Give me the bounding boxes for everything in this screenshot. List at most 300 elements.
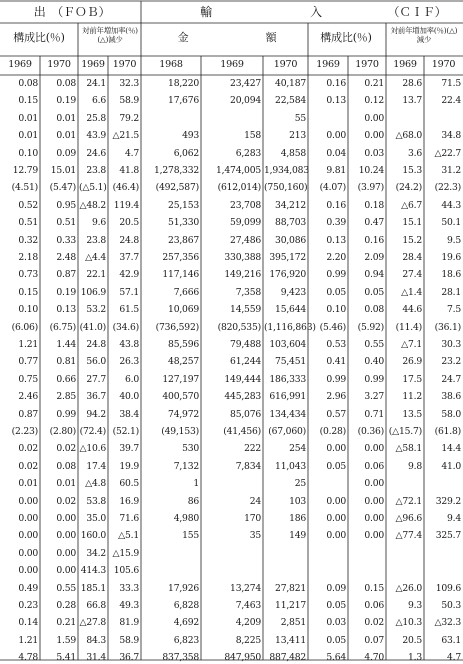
imp-share-1970-cell: 0.00: [364, 495, 384, 507]
imp-change-1970-cell: 9.5: [446, 234, 461, 246]
imp-amount-1968-cell: 25,153: [168, 199, 199, 211]
imp-amount-1968-cell: 85,596: [168, 339, 199, 350]
imp-share-1970-cell: 0.08: [364, 304, 384, 316]
imp-amount-1968-cell: 18,220: [168, 78, 199, 89]
imp-share-1969-cell: 0.16: [326, 199, 346, 211]
imp-share-1969-cell: 0.00: [326, 530, 346, 542]
imp-share-1970-cell: 0.07: [364, 634, 384, 646]
exp-change-1970-cell: △5.1: [118, 530, 139, 542]
imp-change-1969-cell: (△15.7): [388, 426, 422, 437]
imp-change-1970-cell: 63.1: [441, 634, 461, 646]
exp-share-1970-cell: 0.99: [56, 408, 76, 420]
exp-change-1969-cell: 56.0: [86, 356, 106, 368]
imp-change-1970-cell: 18.6: [441, 269, 461, 281]
exp-change-1969-cell: 185.1: [80, 582, 106, 594]
exp-share-1969-cell: (4.51): [11, 182, 38, 194]
import-share-label: 構成比(％): [320, 31, 372, 44]
imp-share-1970-cell: 3.27: [364, 391, 384, 403]
exp-share-1969-cell: (2.23): [11, 426, 38, 437]
exp-share-1969-cell: 0.49: [18, 582, 38, 594]
imp-amount-1970-cell: 40,187: [275, 78, 306, 89]
imp-amount-1969-cell: [202, 564, 261, 577]
export-fob-title: 出 （ＦＯＢ）: [33, 5, 111, 19]
exp-change-1970-cell: (46.4): [112, 182, 139, 194]
imp-share-1969-cell: [309, 477, 346, 490]
exp-change-1970-cell: △21.5: [112, 130, 139, 142]
imp-change-1969-cell: 9.3: [407, 600, 422, 611]
exp-change-1970-cell: 81.9: [119, 617, 139, 629]
imp-change-1970-cell: 41.0: [441, 460, 461, 472]
exp-share-1969-cell: (6.06): [11, 321, 38, 333]
exp-change-1969-cell: (△5.1): [79, 182, 107, 194]
export-share-label: 構成比(％): [13, 31, 65, 44]
imp-amount-1968-cell: 17,926: [168, 582, 199, 594]
year-header-imp-change-1969: 1969: [393, 59, 417, 70]
exp-share-1970-cell: 0.02: [56, 495, 76, 507]
imp-amount-1969-cell: 149,444: [224, 373, 261, 385]
imp-share-1969-cell: (4.07): [319, 182, 346, 194]
imp-amount-1970-cell: 4,858: [280, 147, 306, 159]
exp-share-1970-cell: 2.48: [56, 252, 76, 263]
imp-amount-1968-cell: 4,980: [173, 513, 199, 524]
exp-share-1969-cell: 0.02: [18, 443, 38, 455]
imp-change-1970-cell: 22.4: [441, 95, 461, 107]
imp-share-1970-cell: (3.97): [357, 182, 384, 194]
imp-change-1970-cell: [425, 477, 461, 490]
exp-share-1969-cell: 0.14: [18, 617, 38, 629]
exp-change-1970-cell: 49.3: [119, 600, 139, 611]
imp-amount-1970-cell: 186: [289, 513, 306, 524]
imp-share-1970-cell: 0.00: [364, 513, 384, 524]
exp-change-1969-cell: 84.3: [86, 634, 106, 646]
exp-change-1969-cell: (72.4): [79, 426, 106, 437]
exp-change-1970-cell: (52.1): [112, 426, 139, 437]
imp-amount-1969-cell: 847,950: [224, 652, 261, 664]
imp-share-1970-cell: 0.05: [364, 286, 384, 298]
imp-share-1970-cell: 0.00: [364, 478, 384, 490]
imp-amount-1970-cell: [264, 547, 306, 560]
exp-share-1969-cell: 1.21: [18, 339, 38, 350]
imp-amount-1969-cell: 7,463: [235, 600, 261, 611]
imp-share-1970-cell: 0.12: [364, 95, 384, 107]
imp-amount-1969-cell: 24: [249, 495, 261, 507]
imp-amount-1968-cell: 7,132: [173, 460, 199, 472]
imp-share-1969-cell: 0.00: [326, 130, 346, 142]
year-header-imp-amount-1969: 1969: [220, 59, 244, 70]
exp-share-1970-cell: 0.01: [56, 112, 76, 124]
exp-change-1970-cell: 32.3: [119, 78, 139, 89]
imp-share-1970-cell: 0.03: [364, 147, 384, 159]
imp-share-1970-cell: 0.55: [364, 339, 384, 350]
imp-amount-1968-cell: 6,828: [173, 600, 199, 611]
imp-change-1970-cell: 28.1: [441, 286, 461, 298]
imp-change-1970-cell: (36.1): [434, 321, 461, 333]
imp-share-1970-cell: 0.99: [364, 373, 384, 385]
imp-amount-1968-cell: 1: [193, 478, 199, 490]
exp-share-1970-cell: 0.87: [56, 269, 76, 281]
imp-change-1969-cell: △58.1: [395, 443, 422, 455]
exp-share-1970-cell: 5.41: [56, 652, 76, 664]
imp-amount-1970-cell: 2,851: [280, 617, 306, 629]
imp-share-1969-cell: 2.20: [326, 252, 346, 263]
exp-share-1970-cell: 15.01: [50, 165, 76, 176]
exp-share-1969-cell: 0.15: [18, 95, 38, 107]
exp-change-1969-cell: 24.1: [86, 78, 106, 89]
exp-share-1970-cell: 1.44: [56, 339, 76, 350]
imp-share-1970-cell: 0.71: [364, 408, 384, 420]
imp-amount-1969-cell: [202, 547, 261, 560]
import-title-char-1: 輸: [200, 5, 212, 19]
imp-amount-1970-cell: 30,086: [275, 234, 306, 246]
exp-share-1970-cell: 0.19: [56, 95, 76, 107]
imp-share-1969-cell: 0.41: [326, 356, 346, 368]
exp-share-1969-cell: 2.18: [18, 252, 38, 263]
exp-change-1969-cell: 9.6: [91, 217, 106, 229]
imp-amount-1968-cell: 10,069: [168, 304, 199, 316]
imp-change-1969-cell: 28.4: [402, 252, 422, 263]
imp-change-1969-cell: (24.2): [395, 182, 422, 194]
imp-share-1969-cell: 0.09: [326, 582, 346, 594]
exp-change-1969-cell: 31.4: [86, 652, 106, 664]
exp-share-1970-cell: 0.00: [56, 547, 76, 559]
imp-share-1969-cell: 9.81: [326, 165, 346, 176]
import-change-label: 対前年増加率(％)(△)減少: [390, 26, 458, 44]
exp-share-1970-cell: 0.00: [56, 530, 76, 542]
exp-share-1969-cell: 0.10: [18, 147, 38, 159]
imp-amount-1968-cell: 6,823: [173, 634, 199, 646]
exp-change-1969-cell: 106.9: [80, 286, 106, 298]
imp-share-1970-cell: 0.00: [364, 443, 384, 455]
imp-amount-1969-cell: [202, 477, 261, 490]
imp-change-1969-cell: 27.4: [402, 269, 422, 281]
imp-amount-1968-cell: 530: [182, 443, 199, 455]
exp-share-1969-cell: 0.02: [18, 460, 38, 472]
imp-change-1970-cell: 325.7: [435, 530, 461, 542]
exp-share-1970-cell: 0.08: [56, 460, 76, 472]
exp-share-1969-cell: 0.00: [18, 530, 38, 542]
imp-amount-1969-cell: 13,274: [230, 582, 261, 594]
imp-change-1969-cell: △77.4: [395, 530, 422, 542]
imp-change-1970-cell: 19.6: [441, 252, 461, 263]
imp-change-1970-cell: 50.1: [441, 217, 461, 229]
imp-amount-1969-cell: 149,216: [224, 269, 261, 281]
exp-share-1969-cell: 0.23: [18, 600, 38, 611]
imp-share-1970-cell: [349, 564, 384, 577]
imp-amount-1969-cell: 1,474,005: [216, 165, 261, 176]
exp-share-1969-cell: 0.51: [18, 217, 38, 229]
imp-change-1969-cell: 44.6: [402, 304, 422, 316]
imp-amount-1970-cell: 88,703: [275, 217, 306, 229]
imp-change-1970-cell: [425, 547, 461, 560]
imp-amount-1968-cell: (492,587): [155, 182, 199, 194]
imp-share-1969-cell: 0.05: [326, 286, 346, 298]
imp-share-1970-cell: 0.94: [364, 269, 384, 281]
exp-change-1970-cell: 61.5: [119, 304, 139, 316]
exp-change-1969-cell: 24.6: [86, 147, 106, 159]
imp-amount-1970-cell: [264, 564, 306, 577]
year-header-exp-share-1970: 1970: [47, 59, 71, 70]
exp-share-1969-cell: 0.73: [18, 269, 38, 281]
exp-change-1969-cell: 24.8: [86, 339, 106, 350]
imp-amount-1968-cell: 1,278,332: [154, 165, 199, 176]
exp-change-1969-cell: 36.7: [86, 391, 106, 403]
imp-amount-1969-cell: [202, 112, 261, 125]
exp-change-1970-cell: 71.6: [119, 513, 139, 524]
imp-share-1970-cell: 0.40: [364, 356, 384, 368]
imp-share-1969-cell: 0.10: [326, 304, 346, 316]
imp-amount-1969-cell: (820,535): [217, 321, 261, 333]
exp-change-1970-cell: 6.0: [124, 373, 139, 385]
imp-amount-1970-cell: 103: [289, 495, 306, 507]
imp-amount-1968-cell: 86: [187, 495, 199, 507]
imp-amount-1970-cell: 395,172: [269, 252, 306, 263]
imp-amount-1969-cell: 7,358: [235, 286, 261, 298]
exp-share-1969-cell: 0.01: [18, 478, 38, 490]
imp-amount-1970-cell: 254: [289, 443, 306, 455]
exp-change-1969-cell: 53.2: [86, 304, 106, 316]
exp-share-1969-cell: 0.77: [18, 356, 38, 368]
imp-share-1970-cell: 10.24: [358, 165, 384, 176]
imp-change-1970-cell: 329.2: [435, 495, 461, 507]
imp-change-1969-cell: △26.0: [395, 582, 422, 594]
imp-amount-1969-cell: 14,559: [230, 304, 261, 316]
exp-share-1970-cell: 0.55: [56, 582, 76, 594]
exp-change-1969-cell: △4.4: [85, 252, 106, 263]
exp-share-1970-cell: 0.95: [56, 199, 76, 211]
imp-change-1970-cell: 38.6: [441, 391, 461, 403]
exp-change-1970-cell: 24.8: [119, 234, 139, 246]
imp-share-1969-cell: 0.00: [326, 513, 346, 524]
imp-share-1970-cell: 4.70: [364, 652, 384, 664]
exp-share-1970-cell: 0.08: [56, 78, 76, 89]
exp-change-1969-cell: 27.7: [86, 373, 106, 385]
imp-amount-1970-cell: 75,451: [275, 356, 306, 368]
imp-amount-1969-cell: 330,388: [224, 252, 261, 263]
exp-change-1969-cell: (41.0): [79, 321, 106, 333]
exp-share-1970-cell: 0.00: [56, 513, 76, 524]
imp-share-1970-cell: 0.06: [364, 600, 384, 611]
imp-amount-1969-cell: 158: [244, 130, 261, 142]
exp-change-1970-cell: 40.0: [119, 391, 139, 403]
imp-amount-1969-cell: 61,244: [230, 356, 261, 368]
year-header-imp-change-1970: 1970: [431, 59, 456, 70]
imp-amount-1970-cell: 1,934,083: [264, 165, 309, 176]
imp-share-1969-cell: 0.13: [326, 234, 346, 246]
imp-share-1969-cell: 0.05: [326, 460, 346, 472]
exp-change-1970-cell: 43.8: [119, 339, 139, 350]
imp-change-1970-cell: 31.2: [441, 165, 461, 176]
exp-share-1970-cell: 0.66: [56, 373, 76, 385]
imp-share-1969-cell: 0.04: [326, 147, 346, 159]
exp-share-1970-cell: (5.47): [49, 182, 76, 194]
imp-change-1970-cell: 34.8: [441, 130, 461, 142]
exp-share-1969-cell: 0.00: [18, 565, 38, 577]
exp-share-1970-cell: (6.75): [49, 321, 76, 333]
imp-amount-1970-cell: (750,160): [264, 182, 308, 194]
imp-amount-1970-cell: 34,212: [275, 199, 306, 211]
imp-share-1969-cell: 2.96: [326, 391, 346, 403]
imp-change-1969-cell: [387, 477, 422, 490]
imp-share-1970-cell: 0.00: [364, 530, 384, 542]
imp-amount-1969-cell: 20,094: [230, 95, 261, 107]
imp-change-1969-cell: [387, 112, 422, 125]
imp-change-1970-cell: 30.3: [441, 339, 461, 350]
imp-amount-1969-cell: 23,708: [230, 199, 261, 211]
imp-share-1970-cell: 0.00: [364, 130, 384, 142]
imp-change-1970-cell: [425, 564, 461, 577]
imp-amount-1969-cell: 6,283: [235, 147, 261, 159]
exp-share-1970-cell: 0.13: [56, 304, 76, 316]
imp-change-1969-cell: [387, 547, 422, 560]
exp-change-1969-cell: △27.8: [79, 617, 106, 629]
export-change-label: 対前年増加率(％)(△)減少: [82, 26, 138, 44]
imp-share-1969-cell: 0.00: [326, 495, 346, 507]
imp-change-1969-cell: △6.7: [401, 199, 422, 211]
imp-amount-1970-cell: 27,821: [275, 582, 306, 594]
imp-share-1969-cell: 0.03: [326, 617, 346, 629]
exp-share-1969-cell: 0.52: [18, 199, 38, 211]
imp-change-1969-cell: 9.8: [407, 460, 422, 472]
imp-amount-1968-cell: 51,330: [168, 217, 199, 229]
exp-change-1969-cell: 34.2: [86, 547, 106, 559]
exp-change-1970-cell: 57.1: [119, 286, 139, 298]
year-header-imp-amount-1968: 1968: [159, 59, 183, 70]
imp-change-1969-cell: △1.4: [401, 286, 422, 298]
exp-share-1970-cell: 0.28: [56, 600, 76, 611]
imp-amount-1970-cell: 134,434: [269, 408, 306, 420]
imp-amount-1968-cell: 7,666: [173, 286, 199, 298]
imp-share-1970-cell: [349, 547, 384, 560]
imp-amount-1969-cell: 59,099: [230, 217, 261, 229]
imp-amount-1969-cell: 170: [244, 513, 261, 524]
exp-change-1970-cell: 37.7: [119, 252, 139, 263]
exp-change-1969-cell: 23.8: [86, 234, 106, 246]
imp-amount-1968-cell: 127,197: [162, 373, 199, 385]
imp-change-1970-cell: 4.7: [446, 652, 461, 664]
imp-share-1969-cell: 0.13: [326, 95, 346, 107]
import-amount-label-2: 額: [265, 31, 277, 44]
imp-change-1970-cell: 23.2: [441, 356, 461, 368]
exp-share-1970-cell: (2.80): [49, 426, 76, 437]
imp-share-1969-cell: 0.39: [326, 217, 346, 229]
year-header-imp-share-1970: 1970: [355, 59, 379, 70]
imp-share-1970-cell: 2.09: [364, 252, 384, 263]
exp-change-1970-cell: 19.9: [119, 460, 139, 472]
imp-share-1970-cell: 0.15: [364, 582, 384, 594]
exp-share-1970-cell: 0.01: [56, 478, 76, 490]
exp-share-1969-cell: 2.46: [18, 391, 38, 403]
exp-change-1969-cell: △4.8: [85, 478, 106, 490]
exp-change-1969-cell: 25.8: [86, 112, 106, 124]
imp-amount-1970-cell: (1,116,863): [264, 321, 316, 333]
exp-share-1970-cell: 0.51: [56, 217, 76, 229]
imp-share-1969-cell: 0.57: [326, 408, 346, 420]
imp-share-1969-cell: [309, 564, 346, 577]
imp-amount-1968-cell: 48,257: [168, 356, 199, 368]
exp-change-1969-cell: 66.8: [86, 600, 106, 611]
imp-change-1970-cell: [425, 112, 461, 125]
imp-amount-1968-cell: 23,867: [168, 234, 199, 246]
exp-share-1969-cell: 0.10: [18, 304, 38, 316]
imp-amount-1970-cell: 11,043: [275, 460, 306, 472]
imp-share-1969-cell: 0.16: [326, 78, 346, 89]
imp-share-1970-cell: 0.02: [364, 617, 384, 629]
exp-change-1970-cell: 60.5: [119, 478, 139, 490]
imp-change-1970-cell: 58.0: [441, 408, 461, 420]
exp-share-1970-cell: 1.59: [56, 634, 76, 646]
year-header-imp-share-1969: 1969: [316, 59, 340, 70]
import-title-char-2: 入: [310, 5, 322, 19]
imp-share-1970-cell: (0.36): [357, 426, 384, 437]
exp-change-1970-cell: 119.4: [113, 199, 139, 211]
imp-amount-1968-cell: 6,062: [173, 147, 199, 159]
exp-change-1970-cell: 58.9: [119, 95, 139, 107]
imp-change-1970-cell: (61.8): [434, 426, 461, 437]
exp-change-1970-cell: 42.9: [119, 269, 139, 281]
imp-change-1970-cell: 71.5: [441, 78, 461, 89]
exp-change-1970-cell: 26.3: [119, 356, 139, 368]
imp-change-1970-cell: △22.7: [434, 147, 461, 159]
imp-change-1970-cell: 44.3: [441, 199, 461, 211]
exp-share-1969-cell: 0.00: [18, 547, 38, 559]
imp-amount-1968-cell: 117,146: [162, 269, 199, 281]
imp-change-1970-cell: 50.3: [441, 600, 461, 611]
imp-amount-1968-cell: (49,153): [161, 426, 199, 437]
imp-amount-1970-cell: 22,584: [275, 95, 306, 107]
exp-change-1969-cell: △48.2: [79, 199, 106, 211]
exp-change-1969-cell: 414.3: [80, 565, 106, 577]
exp-share-1970-cell: 0.19: [56, 286, 76, 298]
exp-change-1969-cell: 23.8: [86, 165, 106, 176]
year-header-exp-share-1969: 1969: [8, 59, 32, 70]
imp-share-1969-cell: 5.64: [326, 652, 346, 664]
exp-share-1970-cell: 0.21: [56, 617, 76, 629]
imp-amount-1969-cell: 222: [244, 443, 261, 455]
exp-change-1969-cell: 17.4: [86, 460, 106, 472]
exp-change-1970-cell: 41.8: [119, 165, 139, 176]
imp-amount-1969-cell: 79,488: [230, 339, 261, 350]
exp-share-1970-cell: 0.02: [56, 443, 76, 455]
imp-amount-1968-cell: 493: [182, 130, 199, 142]
year-header-imp-amount-1970: 1970: [273, 59, 298, 70]
exp-share-1969-cell: 0.08: [18, 78, 38, 89]
year-header-exp-change-1969: 1969: [81, 59, 105, 70]
imp-amount-1970-cell: 887,482: [269, 652, 306, 664]
imp-share-1970-cell: 0.47: [364, 217, 384, 229]
imp-change-1969-cell: 26.9: [402, 356, 422, 368]
imp-amount-1969-cell: 27,486: [230, 234, 261, 246]
exp-share-1969-cell: 0.87: [18, 408, 38, 420]
imp-amount-1970-cell: 186,333: [269, 373, 306, 385]
exp-change-1970-cell: 38.4: [119, 408, 139, 420]
imp-amount-1970-cell: 616,991: [269, 391, 306, 403]
imp-amount-1969-cell: 85,076: [230, 408, 261, 420]
imp-change-1969-cell: 17.5: [402, 373, 422, 385]
exp-change-1969-cell: 94.2: [86, 408, 106, 420]
import-cif-title: （ＣＩＦ）: [387, 5, 447, 19]
exp-share-1969-cell: 0.00: [18, 513, 38, 524]
imp-change-1970-cell: 7.5: [446, 304, 461, 316]
imp-amount-1970-cell: 25: [294, 478, 306, 490]
exp-share-1969-cell: 0.01: [18, 112, 38, 124]
imp-share-1970-cell: 0.00: [364, 112, 384, 124]
exp-change-1970-cell: 4.7: [124, 147, 139, 159]
imp-share-1969-cell: [309, 112, 346, 125]
imp-change-1970-cell: △32.3: [434, 617, 461, 629]
imp-amount-1969-cell: 23,427: [230, 78, 261, 89]
imp-amount-1969-cell: (612,014): [217, 182, 261, 194]
exp-share-1970-cell: 0.81: [56, 356, 76, 368]
